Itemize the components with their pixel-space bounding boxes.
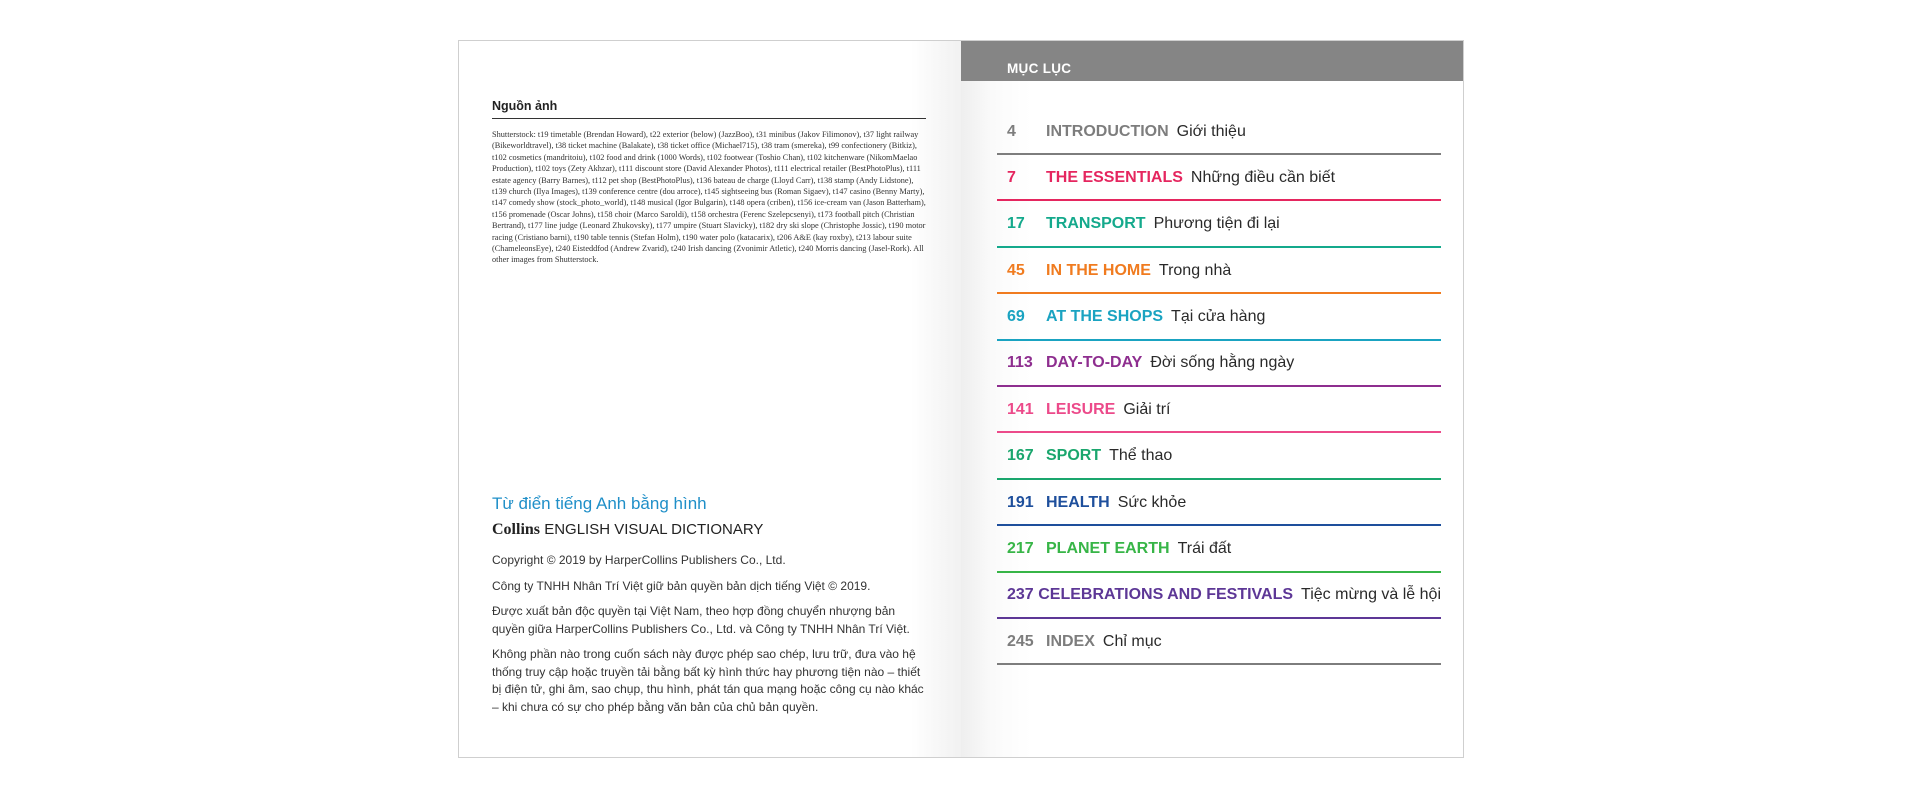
legal-notice	[492, 552, 930, 724]
toc-section-english: CELEBRATIONS AND FESTIVALS	[1038, 586, 1294, 604]
toc-section-english: IN THE HOME	[1046, 261, 1151, 279]
toc-item-day-to-day[interactable]	[997, 342, 1441, 387]
toc-section-english: INTRODUCTION	[1046, 122, 1169, 140]
book-title-vietnamese: Từ điển tiếng Anh bằng hình	[492, 494, 707, 513]
toc-page-number: 113	[1007, 354, 1033, 372]
toc-section-vietnamese: Đời sống hằng ngày	[1150, 354, 1295, 372]
toc-page-number: 7	[1007, 168, 1016, 186]
book-title-english-text: ENGLISH VISUAL DICTIONARY	[544, 521, 764, 538]
toc-section-english: INDEX	[1046, 632, 1095, 650]
toc-section-english: LEISURE	[1046, 400, 1116, 418]
credits-text: Shutterstock: t19 timetable (Brendan Howard), t22 exterior (below) (JazzBoo), t31 minibus (Jakov Filimonov), t37 light railway (Bikeworldtravel), t38 ticket machine (Balakate), t38 ticket office (Michael715), t38 tram (smereka), t99 confectionery (Bitkiz), t102 cosmetics (mandritoiu), t102 food and drink (1000 Words), t102 footwear (Toshio Chan), t102 kitchenware (NikomMaelao Production), t102 toys (Zety Akhzar), t111 discount store (David Alexander Photos), t111 electrical retailer (BestPhotoPlus), t111 estate agency (Barry Barnes), t112 pet shop (BestPhotoPlus), t136 bateau de charge (Lloyd Carr), t138 stamp (Andy Lidstone), t139 church (Ilya Images), t139 conference centre (dou arroce), t145 sightseeing bus (Roman Sigaev), t147 casino (Benny Marty), t147 comedy show (stock_photo_world), t148 musical (Igor Bulgarin), t148 opera (criben), t156 ice-cream van (Jason Batterham), t156 promenade (Oscar Johns), t158 choir (Marco Saroldi), t158 orchestra (Ferenc Szelepcsenyi), t173 football pitch (Christian Bertrand), t177 line judge (Leonard Zhukovsky), t177 umpire (Stuart Slavicky), t182 dry ski slope (Christophe Jossic), t190 motor racing (Cristiano barni), t190 table tennis (Stefan Holm), t190 water polo (katacarix), t206 A&E (kay roxby), t213 labour suite (ChameleonsEye), t240 Eisteddfod (Andrew Zvarid), t240 Irish dancing (Zvonimir Atletic), t240 Morris dancing (Jasel-Rork). All other images from Shutterstock.	[492, 130, 926, 265]
toc-page-number: 245	[1007, 632, 1034, 650]
toc-page-number: 217	[1007, 540, 1034, 558]
toc-page-number: 191	[1007, 493, 1034, 511]
collins-brand: Collins	[492, 521, 541, 538]
toc-item-the-essentials[interactable]	[997, 156, 1441, 201]
toc-page-number: 45	[1007, 261, 1025, 279]
right-page	[961, 41, 1463, 757]
toc-section-english: THE ESSENTIALS	[1046, 168, 1183, 186]
toc-item-at-the-shops[interactable]	[997, 296, 1441, 341]
toc-page-number: 237	[1007, 586, 1034, 604]
book-spread	[458, 40, 1464, 758]
toc-item-sport[interactable]	[997, 435, 1441, 480]
toc-item-celebrations-and-festivals[interactable]	[997, 574, 1441, 619]
toc-section-english: SPORT	[1046, 447, 1102, 465]
toc-item-index[interactable]	[997, 620, 1441, 665]
toc-page-number: 69	[1007, 308, 1025, 326]
toc-section-english: AT THE SHOPS	[1046, 308, 1164, 326]
toc-item-in-the-home[interactable]	[997, 249, 1441, 294]
toc-section-english: HEALTH	[1046, 493, 1110, 511]
toc-header: MỤC LỤC	[961, 41, 1463, 81]
left-page	[459, 41, 961, 757]
toc-section-vietnamese: Những điều cần biết	[1190, 168, 1336, 186]
toc-page-number: 167	[1007, 447, 1034, 465]
toc-section-english: PLANET EARTH	[1046, 540, 1170, 558]
toc-section-vietnamese: Trong nhà	[1158, 261, 1232, 279]
credits-title: Nguồn ảnh	[492, 99, 926, 119]
toc-section-vietnamese: Trái đất	[1177, 540, 1232, 558]
toc-page-number: 141	[1007, 400, 1034, 418]
toc-page-number: 4	[1007, 122, 1016, 140]
toc-section-vietnamese: Sức khỏe	[1117, 493, 1187, 511]
book-title-english	[492, 521, 763, 539]
toc-section-vietnamese: Tại cửa hàng	[1171, 308, 1266, 326]
toc-item-introduction[interactable]	[997, 110, 1441, 155]
toc-section-vietnamese: Tiệc mừng và lễ hội	[1301, 586, 1441, 604]
toc-section-english: TRANSPORT	[1046, 215, 1146, 233]
toc-section-vietnamese: Giải trí	[1123, 400, 1171, 418]
toc-section-vietnamese: Thể thao	[1109, 447, 1173, 465]
toc-list	[997, 110, 1441, 667]
toc-item-transport[interactable]	[997, 203, 1441, 248]
toc-page-number: 17	[1007, 215, 1025, 233]
legal-paragraph: Copyright © 2019 by HarperCollins Publishers Co., Ltd.	[492, 553, 786, 567]
toc-item-leisure[interactable]	[997, 388, 1441, 433]
toc-section-vietnamese: Chỉ mục	[1102, 632, 1162, 650]
legal-paragraph: Không phần nào trong cuốn sách này được phép sao chép, lưu trữ, đưa vào hệ thống truy cập hoặc truyền tải bằng bất kỳ hình thức hay phương tiện nào – thiết bị điện tử, ghi âm, sao chụp, thu hình, phát tán qua mạng hoặc công cụ nào khác – khi chưa có sự cho phép bằng văn bản của chủ bản quyền.	[492, 647, 924, 714]
toc-section-vietnamese: Giới thiệu	[1176, 122, 1246, 140]
legal-paragraph: Được xuất bản độc quyền tại Việt Nam, theo hợp đồng chuyển nhượng bản quyền giữa HarperCollins Publishers Co., Ltd. và Công ty TNHH Nhân Trí Việt.	[492, 604, 910, 636]
toc-item-planet-earth[interactable]	[997, 528, 1441, 573]
toc-item-health[interactable]	[997, 481, 1441, 526]
toc-section-vietnamese: Phương tiện đi lại	[1153, 215, 1280, 233]
toc-section-english: DAY-TO-DAY	[1046, 354, 1143, 372]
legal-paragraph: Công ty TNHH Nhân Trí Việt giữ bản quyền bản dịch tiếng Việt © 2019.	[492, 578, 871, 593]
